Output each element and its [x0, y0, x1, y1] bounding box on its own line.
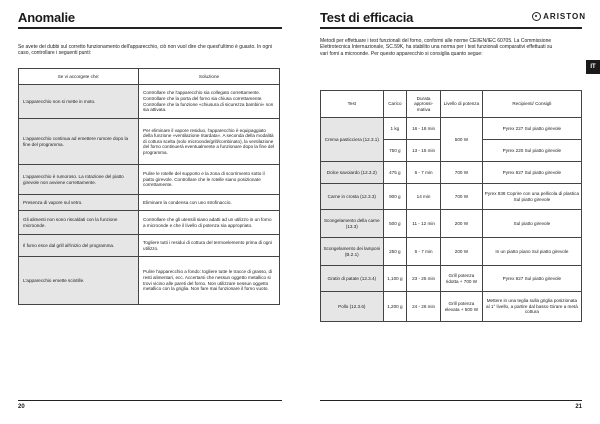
brand-logo	[532, 12, 586, 21]
column-header: Test	[321, 91, 384, 118]
load-cell: 900 g	[383, 184, 406, 210]
duration-cell: 11 - 12 min	[407, 210, 441, 238]
table-row	[321, 292, 582, 322]
table-row	[19, 85, 280, 119]
table-row	[321, 266, 582, 292]
load-cell: 250 g	[383, 238, 406, 266]
test-cell: Pollo (12.3.6)	[321, 292, 384, 322]
column-header: Soluzione	[139, 69, 280, 85]
page-title: Test di efficacia	[320, 10, 414, 25]
load-cell: 500 g	[383, 210, 406, 238]
table-row	[321, 210, 582, 238]
page-number: 20	[18, 404, 25, 410]
solution-cell: Pulire le rotelle del supporto e la zona di scorrimento sotto il piatto girevole. Controllare che le rotelle siano posizionate correttamente.	[139, 165, 280, 195]
power-cell: 500 W	[441, 118, 483, 162]
bottom-rule	[320, 400, 582, 401]
table-row	[321, 162, 582, 184]
duration-cell: 14 min	[407, 184, 441, 210]
solution-cell: Togliere tutti i residui di cottura del termoelemento prima di ogni utilizzo.	[139, 235, 280, 257]
duration-cell: 13 - 15 min	[407, 140, 441, 162]
table-row	[19, 165, 280, 195]
test-cell: Gratin di patate (12.3.4)	[321, 266, 384, 292]
duration-cell: 24 - 26 min	[407, 292, 441, 322]
duration-cell: 16 - 18 min	[407, 118, 441, 140]
power-cell: 200 W	[441, 238, 483, 266]
table-row	[19, 211, 280, 235]
column-header: Se vi accorgete che:	[19, 69, 139, 85]
table-row	[19, 235, 280, 257]
column-header: Recipienti/ Consigli	[482, 91, 581, 118]
problem-cell: Gli alimenti non sono riscaldati con la funzione microonde.	[19, 211, 139, 235]
problem-cell: Presenza di vapore sul vetro.	[19, 195, 139, 211]
language-tab: IT	[586, 60, 600, 74]
troubleshooting-table	[18, 68, 280, 305]
ariston-logo-icon	[532, 12, 541, 21]
advice-cell: Pyrex 838 Coprire con una pellicola di plastica Sul piatto girevole	[482, 184, 581, 210]
table-row	[19, 195, 280, 211]
advice-cell: In un piatto piano Sul piatto girevole	[482, 238, 581, 266]
load-cell: 1,200 g	[383, 292, 406, 322]
test-cell: Scongelamento dei lamponi (B.2.1)	[321, 238, 384, 266]
solution-cell: Pulire l'apparecchio a fondo: togliere tutte le tracce di grasso, di resti alimentari, ecc. Accertarsi che nessun oggetto metallico si trovi vicino alle pareti del forno. Non utilizzare nessun oggetto metallico con la griglia. Non fare mai funzionare il forno vuoto.	[139, 257, 280, 305]
page-title: Anomalie	[18, 10, 75, 25]
table-row	[19, 119, 280, 165]
advice-cell: Pyrex 827 Sul piatto girevole	[482, 162, 581, 184]
page-number: 21	[575, 404, 582, 410]
power-cell: Grill potenza ridotta + 700 W	[441, 266, 483, 292]
power-cell: 200 W	[441, 210, 483, 238]
title-rule	[18, 27, 282, 29]
title-rule	[320, 27, 582, 29]
test-cell: Crema pasticciera (12.3.1)	[321, 118, 384, 162]
test-cell: Dolce savoiardo (12.3.2)	[321, 162, 384, 184]
load-cell: 750 g	[383, 140, 406, 162]
advice-cell: Sul piatto girevole	[482, 210, 581, 238]
problem-cell: L'apparecchio emette scintille.	[19, 257, 139, 305]
solution-cell: Per eliminare il vapore residuo, l'apparecchio è equipaggiato della funzione «ventilazione ritardata». A seconda della modalità di cottura scelta (solo microonde/grill/combinato), la ventilazione del forno continuerà eventualmente a funzionare dopo la fine del programma.	[139, 119, 280, 165]
solution-cell: Controllare che l'apparecchio sia collegato correttamente. Controllare che la porta del forno sia chiusa correttamente. Controllare che la funzione «chiusura di sicurezza bambini» non sia attivata.	[139, 85, 280, 119]
column-header: Durata approssi-mativa	[407, 91, 441, 118]
intro-text: Metodi per effettuare i test funzionali del forno, conformi alle norme CEI/EN/IEC 60705. La Commissione Elettrotecnica Internazionale, SC.59K, ha stabilito una norma per i test funzionali comparativi effettuati su vari forni a microonde. Per questo apparecchio si consiglia quanto segue:	[320, 38, 553, 57]
column-header: Carico	[383, 91, 406, 118]
bottom-rule	[18, 400, 282, 401]
power-cell: 700 W	[441, 162, 483, 184]
table-row	[19, 257, 280, 305]
problem-cell: Il fumo esce dal grill all'inizio del programma.	[19, 235, 139, 257]
solution-cell: Controllare che gli utensili siano adatti ad un utilizzo in un forno a microonde e che il livello di potenza sia appropriato.	[139, 211, 280, 235]
performance-test-table	[320, 90, 582, 322]
power-cell: 700 W	[441, 184, 483, 210]
power-cell: Grill potenza elevata + 500 W	[441, 292, 483, 322]
load-cell: 1 kg	[383, 118, 406, 140]
advice-cell: Pyrex 220 Sul piatto girevole	[482, 140, 581, 162]
duration-cell: 6 - 7 min	[407, 162, 441, 184]
table-row	[321, 118, 582, 140]
table-row	[321, 238, 582, 266]
right-page	[300, 0, 600, 424]
duration-cell: 6 - 7 min	[407, 238, 441, 266]
problem-cell: L'apparecchio è rumoroso. La rotazione del piatto girevole non avviene correttamente.	[19, 165, 139, 195]
advice-cell: Mettere in una teglia sulla griglia posizionata al 1° livello, a partire dal basso Girare a metà cottura	[482, 292, 581, 322]
intro-text: Se avete dei dubbi sul corretto funzionamento dell'apparecchio, ciò non vuol dire che quest'ultimo è guasto. In ogni caso, controllare i seguenti punti:	[18, 44, 273, 57]
advice-cell: Pyrex 227 Sul piatto girevole	[482, 118, 581, 140]
test-cell: Scongelamento della carne (13.3)	[321, 210, 384, 238]
load-cell: 475 g	[383, 162, 406, 184]
load-cell: 1,100 g	[383, 266, 406, 292]
column-header: Livello di potenza	[441, 91, 483, 118]
problem-cell: L'apparecchio non si mette in moto.	[19, 85, 139, 119]
duration-cell: 23 - 25 min	[407, 266, 441, 292]
table-row	[321, 184, 582, 210]
test-cell: Carne in crosta (12.3.3)	[321, 184, 384, 210]
problem-cell: L'apparecchio continua ad emettere rumore dopo la fine del programma.	[19, 119, 139, 165]
advice-cell: Pyrex 827 Sul piatto girevole	[482, 266, 581, 292]
solution-cell: Eliminare la condensa con uno strofinaccio.	[139, 195, 280, 211]
brand-name: ARISTON	[543, 12, 586, 21]
